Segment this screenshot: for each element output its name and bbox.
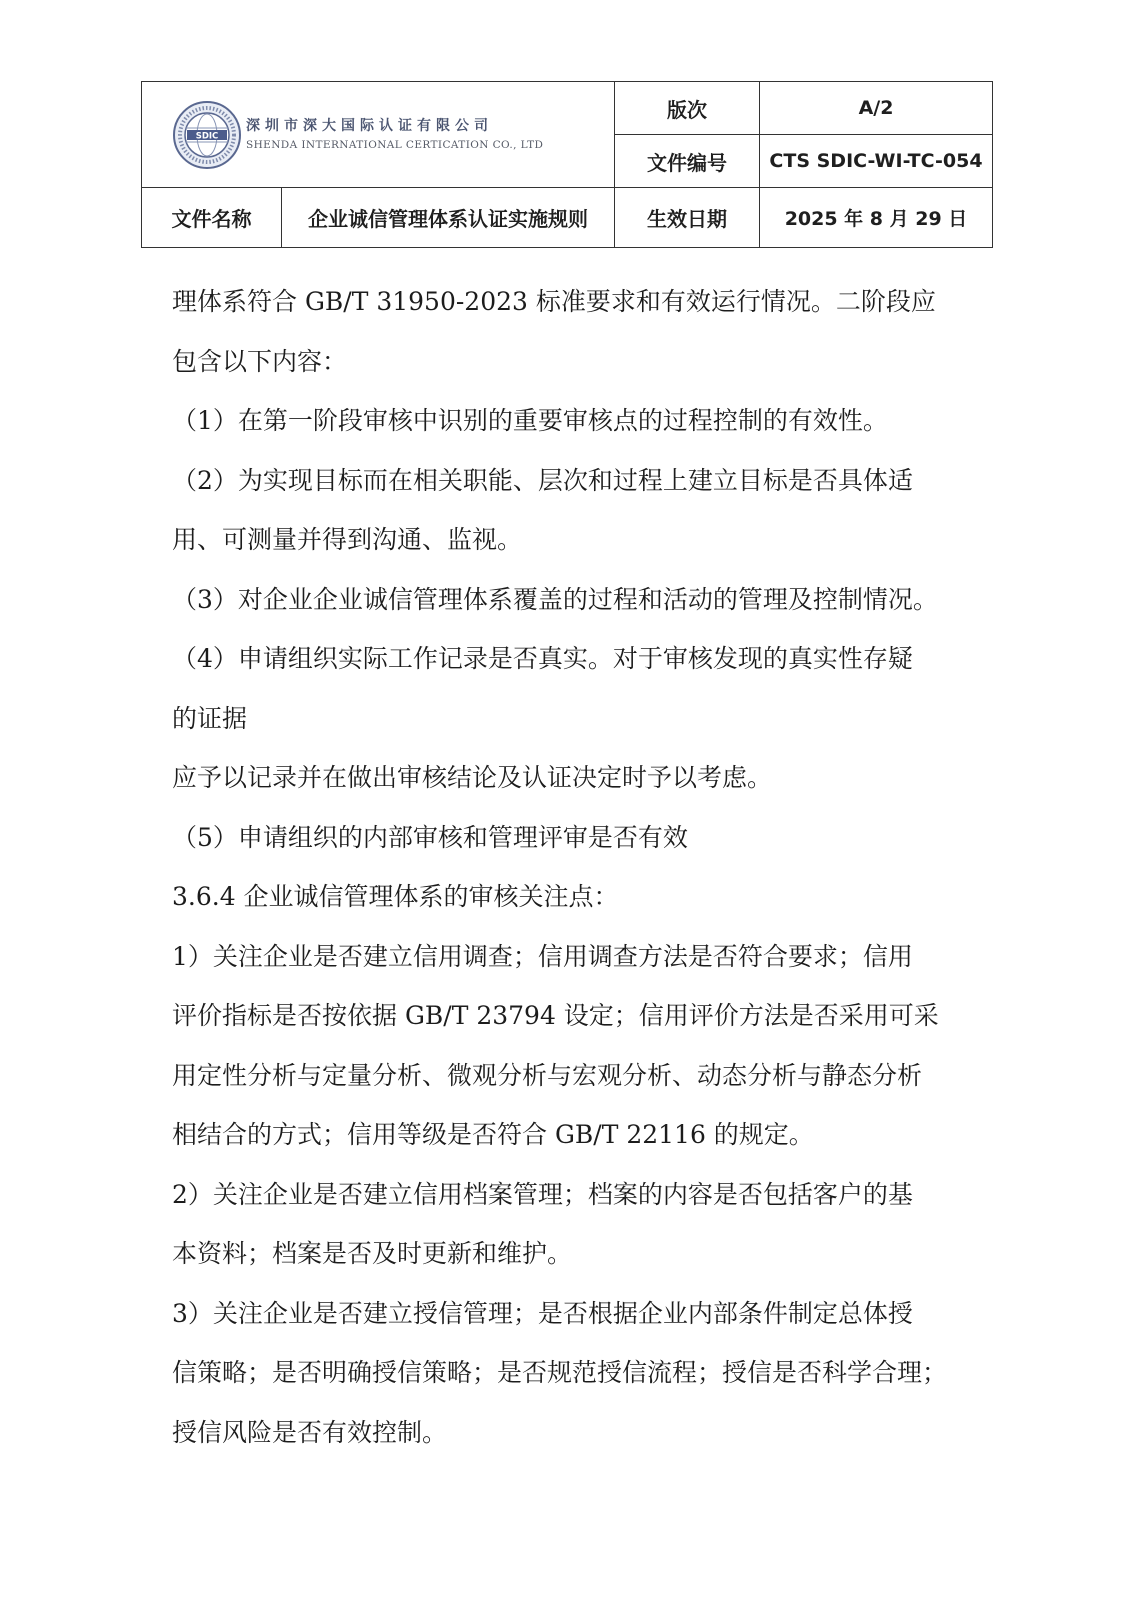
document-body [172,272,972,1462]
company-seal-icon [172,100,242,170]
svg-text:SDIC: SDIC [195,131,219,141]
body-line: 信策略；是否明确授信策略；是否规范授信流程；授信是否科学合理； [172,1358,948,1387]
version-label: 版次 [615,82,760,135]
body-line: 2）关注企业是否建立信用档案管理；档案的内容是否包括客户的基 [172,1179,913,1209]
body-line: 3）关注企业是否建立授信管理；是否根据企业内部条件制定总体授 [172,1298,913,1328]
body-line: （4）申请组织实际工作记录是否真实。对于审核发现的真实性存疑 [172,644,913,673]
body-line: 用、可测量并得到沟通、监视。 [172,525,523,554]
body-line: 本资料；档案是否及时更新和维护。 [172,1239,573,1268]
body-line: 用定性分析与定量分析、微观分析与宏观分析、动态分析与静态分析 [172,1060,923,1090]
body-line: 应予以记录并在做出审核结论及认证决定时予以考虑。 [172,763,773,792]
body-line: （3）对企业企业诚信管理体系覆盖的过程和活动的管理及控制情况。 [172,584,938,614]
company-name-cn: 深圳市深大国际认证有限公司 [246,117,493,134]
doc-name-value: 企业诚信管理体系认证实施规则 [282,188,615,248]
body-line: （1）在第一阶段审核中识别的重要审核点的过程控制的有效性。 [172,406,888,435]
body-line: 包含以下内容： [172,346,348,376]
body-line: 评价指标是否按依据 GB/T 23794 设定；信用评价方法是否采用可采 [172,1001,939,1030]
doc-name-label: 文件名称 [142,188,282,248]
body-line: （2）为实现目标而在相关职能、层次和过程上建立目标是否具体适 [172,465,913,495]
doc-number-value: CTS SDIC-WI-TC-054 [760,135,993,188]
effective-date-label: 生效日期 [615,188,760,248]
body-line: 理体系符合 GB/T 31950-2023 标准要求和有效运行情况。二阶段应 [172,287,936,316]
body-line: 的证据 [172,703,248,733]
company-name-en: SHENDA INTERNATIONAL CERTICATION CO., LTD [246,138,544,151]
body-line: 授信风险是否有效控制。 [172,1417,448,1447]
body-line: 相结合的方式；信用等级是否符合 GB/T 22116 的规定。 [172,1120,814,1149]
doc-number-label: 文件编号 [615,135,760,188]
effective-date-value: 2025 年 8 月 29 日 [760,188,993,248]
body-line: 1）关注企业是否建立信用调查；信用调查方法是否符合要求；信用 [172,941,913,971]
version-value: A/2 [760,82,993,135]
section-heading: 3.6.4 企业诚信管理体系的审核关注点： [172,882,619,911]
company-logo-cell [142,82,615,188]
body-line: （5）申请组织的内部审核和管理评审是否有效 [172,822,688,852]
document-header-table [141,81,993,248]
